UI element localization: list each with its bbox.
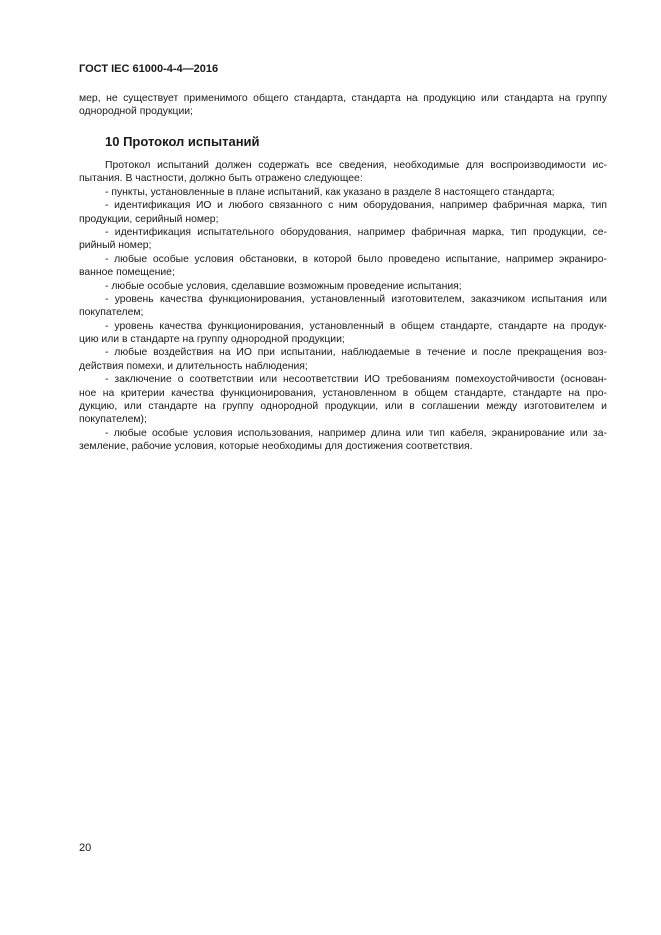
text-line: - любые воздействия на ИО при испытании, наблюдаемые в течение и после прекращения воз- (105, 347, 607, 359)
text-line: продукции, серийный номер; (79, 213, 219, 225)
text-line: - любые особые условия, сделавшие возможным проведение испытания; (105, 280, 462, 292)
text-line: рийный номер; (79, 240, 152, 252)
text-line: - уровень качества функционирования, установленный изготовителем, заказчиком испытания или (105, 293, 607, 305)
text-line: действия помехи, и длительность наблюдения; (79, 360, 308, 372)
text-line: - идентификация ИО и любого связанного с ним оборудования, например фабричная марка, тип (105, 200, 607, 212)
continuation-paragraph (79, 92, 607, 119)
text-line: - заключение о соответствии или несоответствии ИО требованиям помехоустойчивости (основан- (105, 374, 607, 386)
text-line: - любые особые условия использования, например длина или тип кабеля, экранирование или за- (105, 427, 607, 439)
text-line: однородной продукции; (79, 106, 193, 118)
text-line: мер, не существует применимого общего стандарта, стандарта на продукцию или стандарта на группу (79, 93, 607, 104)
text-line: ное на критерии качества функционирования, установленном в общем стандарте, стандарте на про- (79, 387, 607, 399)
text-line: ванное помещение; (79, 267, 175, 279)
text-line: Протокол испытаний должен содержать все сведения, необходимые для воспроизводимости ис- (105, 160, 607, 171)
text-line: пытания. В частности, должно быть отражено следующее: (79, 173, 363, 185)
section-body (79, 159, 607, 454)
text-line: - уровень качества функционирования, установленный в общем стандарте, стандарте на продук- (105, 320, 607, 332)
text-line: - идентификация испытательного оборудования, например фабричная марка, тип продукции, се- (105, 226, 607, 238)
section-title: 10 Протокол испытаний (105, 134, 260, 149)
text-line: цию или в стандарте на группу однородной продукции; (79, 334, 345, 346)
text-line: земление, рабочие условия, которые необходимы для достижения соответствия. (79, 441, 473, 453)
text-line: покупателем); (79, 414, 147, 426)
text-line: дукцию, или стандарте на группу однородной продукции, или в соглашении между изготовителем и (79, 401, 607, 413)
text-line: - пункты, установленные в плане испытаний, как указано в разделе 8 настоящего стандарта; (105, 186, 555, 198)
document-header: ГОСТ IEC 61000-4-4—2016 (79, 63, 219, 75)
text-line: - любые особые условия обстановки, в которой было проведено испытание, например экраниро- (105, 253, 607, 265)
page-number: 20 (79, 842, 92, 854)
text-line: покупателем; (79, 307, 144, 319)
